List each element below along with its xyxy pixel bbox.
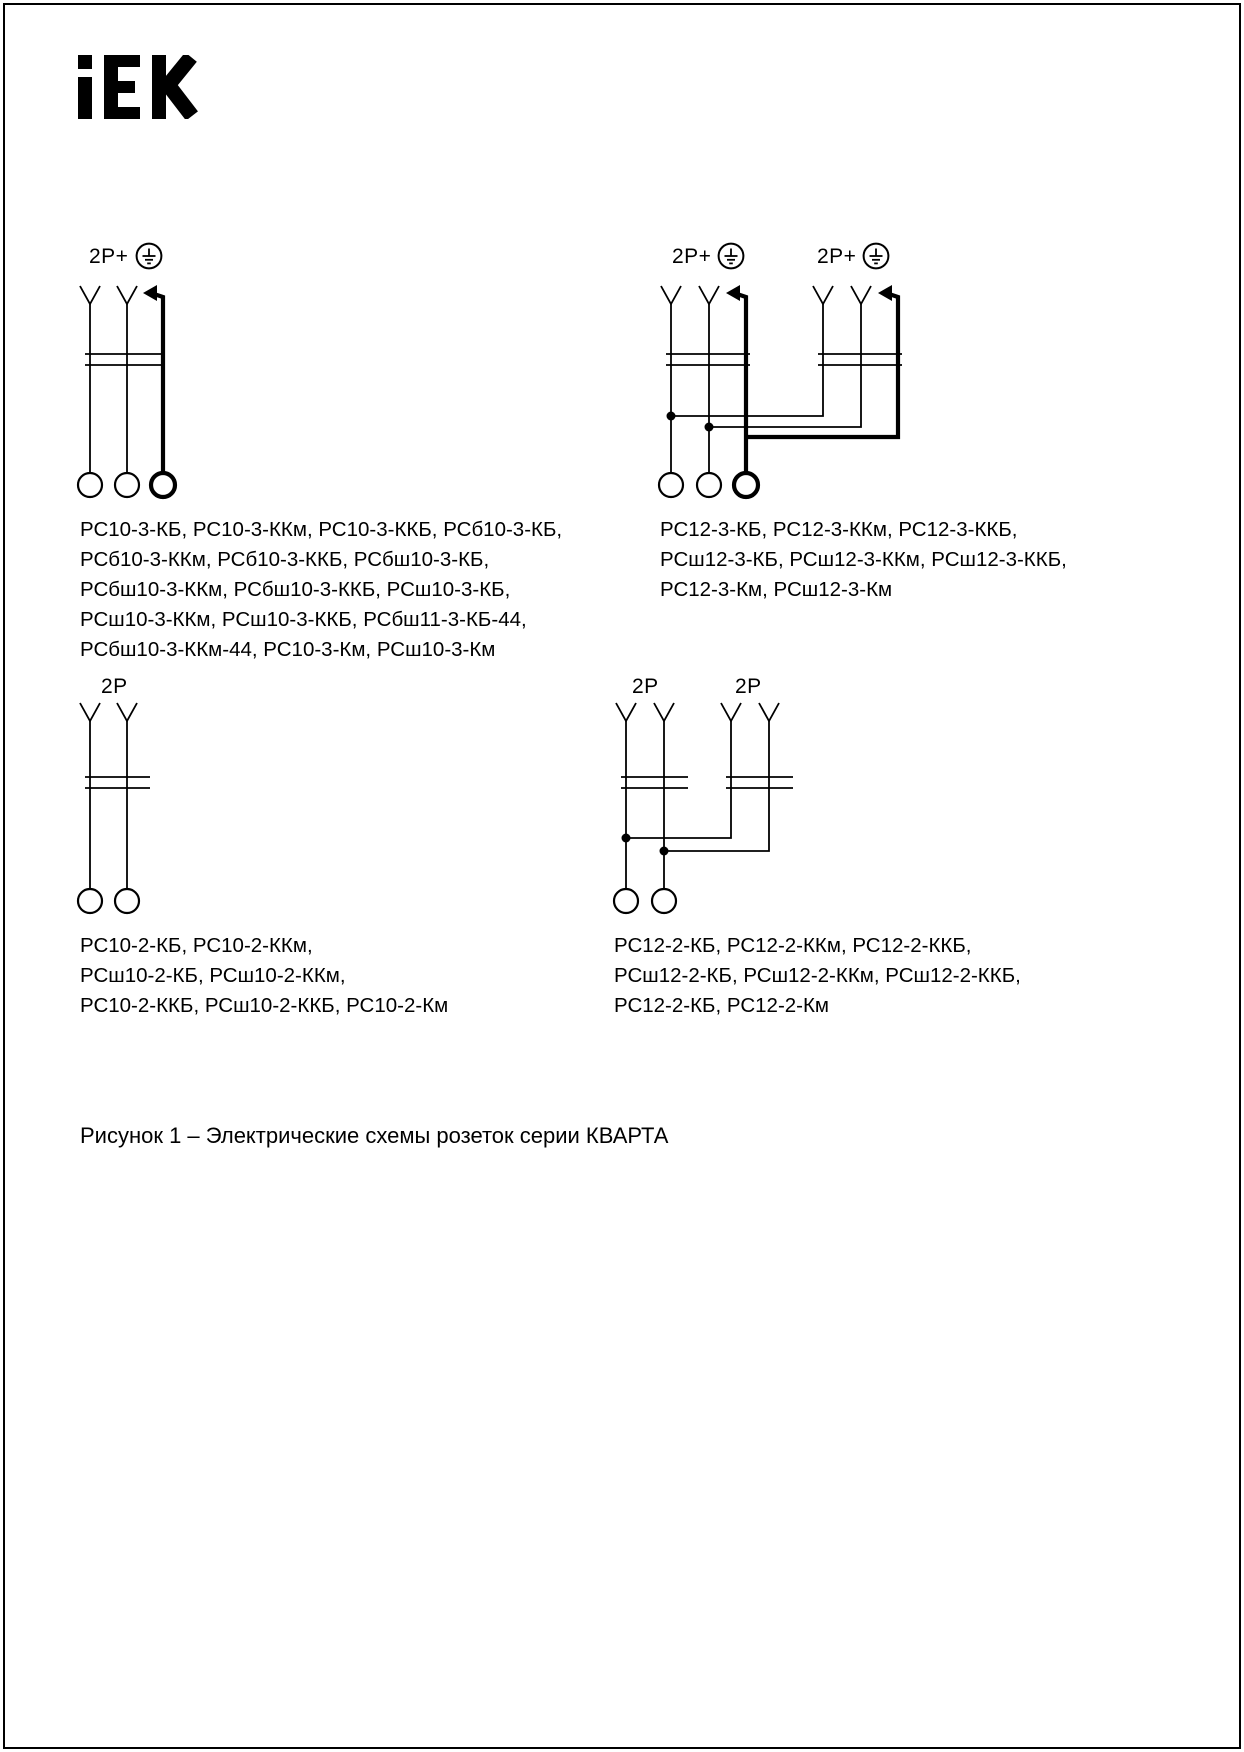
iek-logo-letters <box>78 55 192 119</box>
earth-ground-icon <box>716 241 746 271</box>
schematic-single-socket <box>62 699 182 931</box>
terminal-circles <box>614 889 676 913</box>
contact-block <box>85 777 150 788</box>
schematic-double-socket-earthed <box>640 272 930 504</box>
model-list-2 <box>660 515 1067 605</box>
model-line: РС10-2-ККБ, РСш10-2-ККБ, РС10-2-Км <box>80 994 449 1017</box>
ground-arrowhead <box>143 285 157 301</box>
model-line: РСб10-3-ККм, РСб10-3-ККБ, РСбш10-3-КБ, <box>80 548 490 571</box>
diagram1-poles-label: 2P+ <box>89 245 129 268</box>
ground-arrowhead <box>878 285 892 301</box>
schematic-double-socket <box>603 699 813 931</box>
terminal-circles <box>78 473 175 497</box>
model-line: РС12-3-КБ, РС12-3-ККм, РС12-3-ККБ, <box>660 518 1018 541</box>
figure-caption: Рисунок 1 – Электрические схемы розеток серии КВАРТА <box>80 1123 669 1148</box>
junction-dots <box>622 834 669 856</box>
junction-dots <box>667 412 714 432</box>
phase-lines <box>80 703 137 889</box>
contact-block <box>85 354 165 365</box>
model-line: РС12-2-КБ, РС12-2-Км <box>614 994 830 1017</box>
model-line: РСбш10-3-ККм-44, РС10-3-Км, РСш10-3-Км <box>80 638 496 661</box>
model-line: РС12-2-КБ, РС12-2-ККм, РС12-2-ККБ, <box>614 934 972 957</box>
iek-logo <box>78 55 200 119</box>
model-line: РСш12-2-КБ, РСш12-2-ККм, РСш12-2-ККБ, <box>614 964 1021 987</box>
schematic-single-socket-earthed <box>62 272 202 504</box>
model-line: РС10-2-КБ, РС10-2-ККм, <box>80 934 313 957</box>
terminal-circles <box>659 473 758 497</box>
ground-line <box>143 285 163 472</box>
model-list-3 <box>80 931 448 1021</box>
diagram4-poles-label-left: 2P <box>632 675 659 698</box>
diagram4-poles-label-right: 2P <box>735 675 762 698</box>
diagram2-poles-label-right: 2P+ <box>817 245 857 268</box>
diagram3-poles-label: 2P <box>101 675 128 698</box>
model-list-1 <box>80 515 562 665</box>
terminal-circles <box>78 889 139 913</box>
phase-lines <box>80 286 137 473</box>
earth-ground-icon <box>134 241 164 271</box>
model-line: РСш10-2-КБ, РСш10-2-ККм, <box>80 964 346 987</box>
ground-arrowhead <box>726 285 740 301</box>
diagram2-poles-label-left: 2P+ <box>672 245 712 268</box>
earth-ground-icon <box>861 241 891 271</box>
phase-lines <box>616 703 779 889</box>
model-list-4 <box>614 931 1021 1021</box>
document-page <box>3 3 1241 1749</box>
model-line: РСш12-3-КБ, РСш12-3-ККм, РСш12-3-ККБ, <box>660 548 1067 571</box>
contact-block <box>666 354 902 365</box>
ground-line <box>726 285 898 472</box>
phase-lines <box>661 286 871 473</box>
model-line: РСш10-3-ККм, РСш10-3-ККБ, РСбш11-3-КБ-44, <box>80 608 527 631</box>
model-line: РСбш10-3-ККм, РСбш10-3-ККБ, РСш10-3-КБ, <box>80 578 511 601</box>
model-line: РС12-3-Км, РСш12-3-Км <box>660 578 893 601</box>
model-line: РС10-3-КБ, РС10-3-ККм, РС10-3-ККБ, РСб10-3-КБ, <box>80 518 563 541</box>
contact-block <box>621 777 793 788</box>
